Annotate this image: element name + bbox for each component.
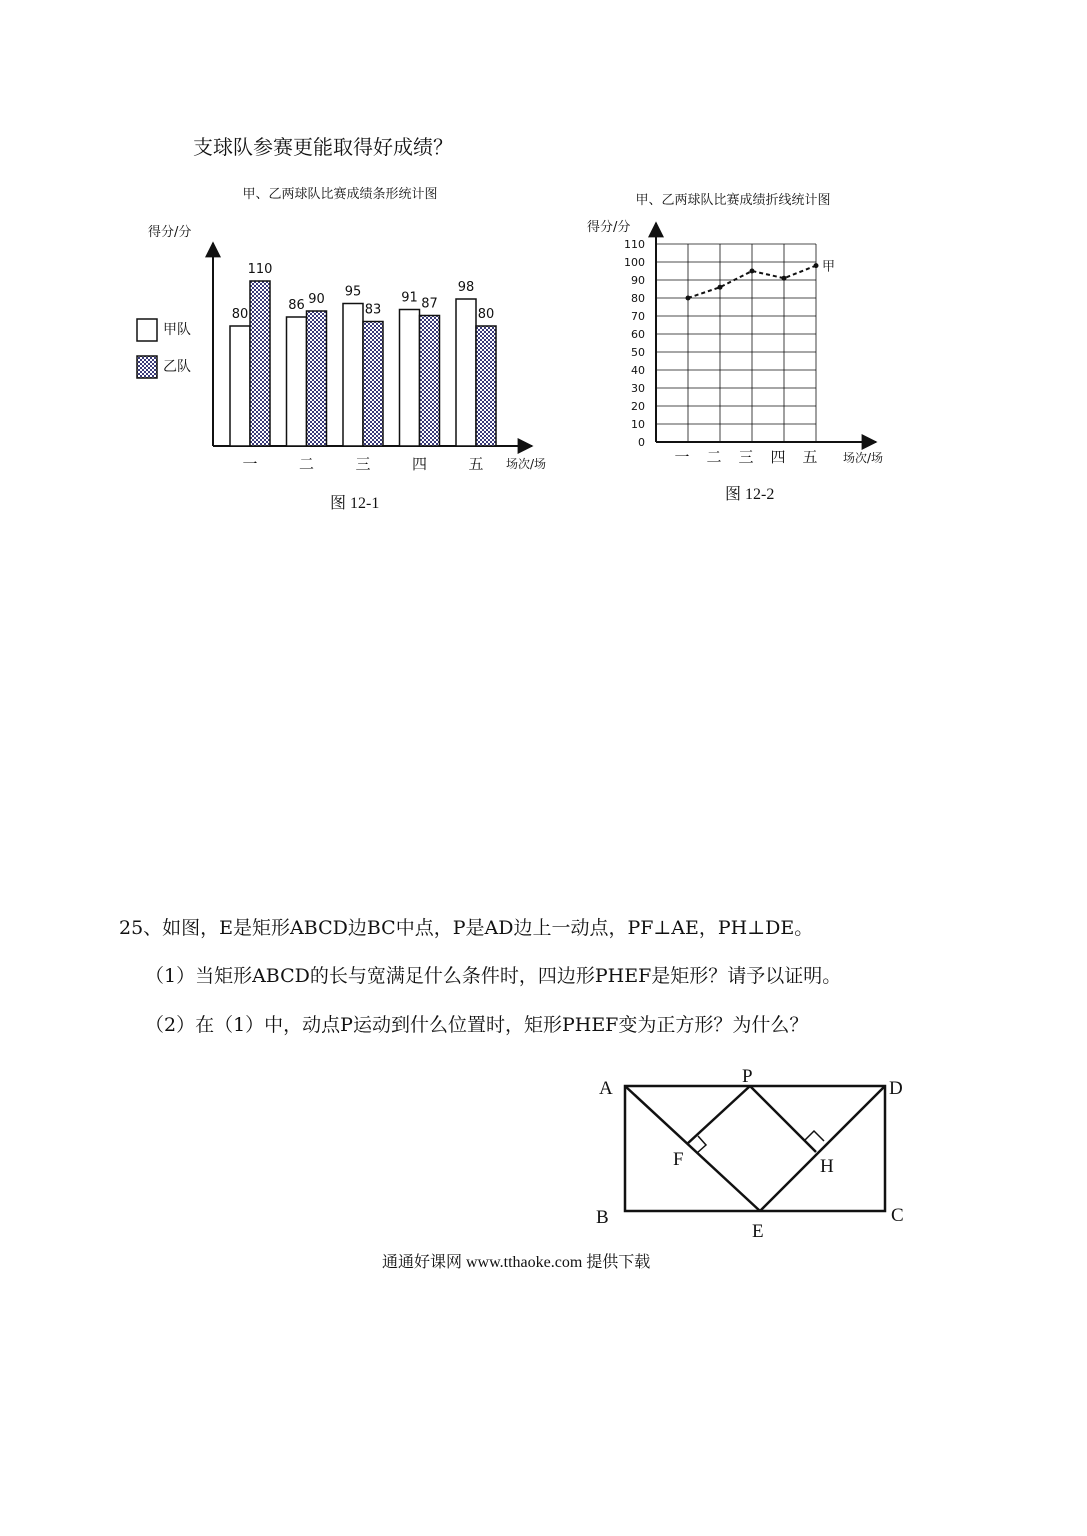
bar-jia-4 <box>400 310 420 447</box>
question-line-1: 25、如图，E是矩形ABCD边BC中点，P是AD边上一动点，PF⊥AE，PH⊥DE。 <box>119 917 814 939</box>
bar-category-label: 三 <box>355 455 371 473</box>
bar-chart-xlabel: 场次/场 <box>506 457 547 471</box>
y-tick-label: 80 <box>631 292 645 305</box>
bar-value-label: 80 <box>231 307 249 322</box>
line-category-label: 三 <box>738 448 754 466</box>
bar-jia-1 <box>230 326 250 446</box>
y-tick-label: 10 <box>631 418 645 431</box>
line-chart-caption: 图 12-2 <box>725 486 775 503</box>
bar-jia-2 <box>287 317 307 446</box>
line-point <box>718 285 723 290</box>
line-chart-title: 甲、乙两球队比赛成绩折线统计图 <box>635 193 831 208</box>
question-line-3: （2）在（1）中，动点P运动到什么位置时，矩形PHEF变为正方形？为什么？ <box>145 1014 809 1036</box>
label-e: E <box>752 1221 764 1242</box>
line-series-label: 甲 <box>822 259 836 275</box>
label-h: H <box>820 1156 834 1177</box>
right-angle-f <box>697 1136 706 1153</box>
bar-value-label: 98 <box>457 280 475 295</box>
y-tick-label: 60 <box>631 328 645 341</box>
bar-chart-ylabel: 得分/分 <box>148 225 192 240</box>
y-tick-label: 70 <box>631 310 645 323</box>
y-tick-label: 110 <box>624 238 645 251</box>
bar-jia-5 <box>456 299 476 446</box>
y-tick-label: 90 <box>631 274 645 287</box>
legend-swatch-jia <box>137 319 157 341</box>
label-c: C <box>891 1205 904 1226</box>
bar-value-label: 80 <box>477 307 495 322</box>
bar-value-label: 86 <box>288 298 305 313</box>
line-point <box>782 276 787 281</box>
question-line-2: （1）当矩形ABCD的长与宽满足什么条件时，四边形PHEF是矩形？请予以证明。 <box>145 965 842 987</box>
bar-value-label: 87 <box>421 296 438 312</box>
line-category-label: 五 <box>802 448 818 466</box>
bar-value-label: 83 <box>364 302 382 318</box>
intro-text: 支球队参赛更能取得好成绩？ <box>193 135 453 159</box>
rectangle-abcd <box>625 1086 885 1211</box>
bar-chart-title: 甲、乙两球队比赛成绩条形统计图 <box>242 187 438 202</box>
bar-yi-1 <box>250 281 270 446</box>
right-angle-h <box>804 1131 824 1141</box>
line-point <box>750 269 755 274</box>
segment-ae <box>625 1086 760 1211</box>
segment-ph <box>750 1086 816 1152</box>
bar-value-label: 90 <box>308 292 325 307</box>
segment-pf <box>687 1086 750 1144</box>
label-p: P <box>742 1066 753 1087</box>
bar-value-label: 91 <box>401 290 418 306</box>
bar-yi-2 <box>307 311 327 446</box>
bar-category-label: 五 <box>468 455 484 473</box>
footer-text: 通通好课网 www.tthaoke.com 提供下载 <box>382 1254 651 1271</box>
line-point <box>686 296 691 301</box>
segment-de <box>760 1086 885 1211</box>
y-tick-label: 50 <box>631 346 645 359</box>
y-tick-label: 0 <box>638 436 645 449</box>
label-d: D <box>889 1078 903 1099</box>
bar-yi-5 <box>476 326 496 446</box>
bar-category-label: 二 <box>298 455 315 473</box>
bar-category-label: 四 <box>411 455 428 473</box>
bar-category-label: 一 <box>242 455 258 473</box>
bar-jia-3 <box>343 304 363 447</box>
line-category-label: 二 <box>706 448 722 466</box>
rectangle-figure <box>590 1063 920 1243</box>
line-chart-ylabel: 得分/分 <box>587 220 631 235</box>
bar-value-label: 95 <box>344 284 362 300</box>
legend-swatch-yi <box>137 356 157 378</box>
line-point <box>814 263 819 268</box>
y-tick-label: 30 <box>631 382 645 395</box>
legend-label-yi: 乙队 <box>163 359 191 375</box>
line-category-label: 一 <box>674 448 690 466</box>
y-tick-label: 20 <box>631 400 645 413</box>
y-tick-label: 40 <box>631 364 645 377</box>
bar-yi-3 <box>363 322 383 447</box>
bar-yi-4 <box>420 316 440 447</box>
line-category-label: 四 <box>770 448 786 466</box>
line-chart <box>580 185 910 485</box>
legend-label-jia: 甲队 <box>163 322 191 338</box>
line-chart-xlabel: 场次/场 <box>843 451 884 465</box>
y-tick-label: 100 <box>624 256 645 269</box>
label-a: A <box>599 1078 613 1099</box>
bar-chart-caption: 图 12-1 <box>330 495 380 512</box>
label-b: B <box>596 1207 609 1228</box>
bar-value-label: 110 <box>247 262 273 277</box>
bar-chart <box>120 175 580 475</box>
label-f: F <box>673 1149 684 1170</box>
